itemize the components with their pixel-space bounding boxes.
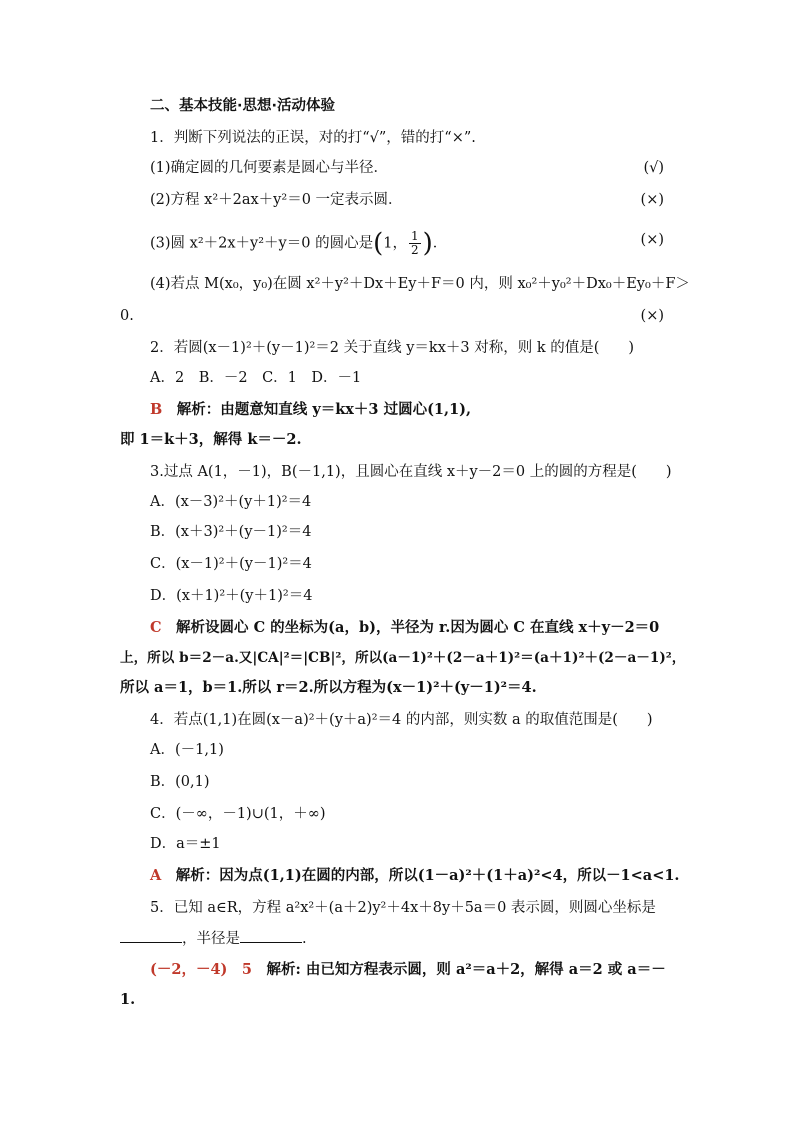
q2-analysis xyxy=(150,400,471,420)
q1-stem: 1．判断下列说法的正误，对的打“√”，错的打“×”. xyxy=(150,130,476,146)
q4-option-c: C．(－∞，－1)∪(1，＋∞) xyxy=(150,806,326,822)
q5-stem: 5．已知 a∈R，方程 a²x²＋(a＋2)y²＋4x＋8y＋5a＝0 表示圆，则圆心坐标是 xyxy=(150,900,656,916)
radius-blank xyxy=(240,928,302,943)
q4-option-d: D．a＝±1 xyxy=(150,836,221,852)
q1-item-1-mark: (√) xyxy=(643,160,664,176)
q1-item-4-cont: 0. xyxy=(120,308,134,324)
q5-stem-line2 xyxy=(120,928,307,949)
fraction-numerator: 1 xyxy=(410,229,419,243)
q5-analysis xyxy=(150,960,666,980)
q5-analysis-text: 解析: 由已知方程表示圆，则 a²＝a＋2，解得 a＝2 或 a＝－ xyxy=(252,961,666,978)
q4-answer-letter: A xyxy=(150,867,162,884)
q1-item-3-mark: (×) xyxy=(640,232,664,248)
q3-stem: 3.过点 A(1，－1)，B(－1,1)，且圆心在直线 x＋y－2＝0 上的圆的方程是( ) xyxy=(150,464,672,480)
q3-analysis-text: 解析设圆心 C 的坐标为(a，b)，半径为 r.因为圆心 C 在直线 x＋y－2＝0 xyxy=(161,619,660,636)
q2-analysis-text: 解析：由题意知直线 y＝kx＋3 过圆心(1,1), xyxy=(162,401,472,418)
q1-item-1: (1)确定圆的几何要素是圆心与半径． xyxy=(150,160,389,176)
q3-analysis-line2: 上，所以 b＝2－a.又|CA|²＝|CB|²，所以(a－1)²＋(2－a＋1)²＝(a＋1)²＋(2－a－1)²， xyxy=(120,650,686,666)
q1-item-3-point-x: 1， xyxy=(383,235,407,252)
q2-options: A．2 B．－2 C．1 D．－1 xyxy=(150,370,362,386)
q1-item-4: (4)若点 M(x₀，y₀)在圆 x²＋y²＋Dx＋Ey＋F＝0 内，则 x₀²＋y₀²＋Dx₀＋Ey₀＋F＞ xyxy=(150,276,690,292)
q4-analysis-text: 解析：因为点(1,1)在圆的内部，所以(1－a)²＋(1＋a)²<4，所以－1<a<1. xyxy=(161,867,680,884)
q2-stem: 2．若圆(x－1)²＋(y－1)²＝2 关于直线 y＝kx＋3 对称，则 k 的值是( ) xyxy=(150,340,635,356)
close-paren: ) xyxy=(422,228,433,259)
q1-item-4-mark: (×) xyxy=(640,308,664,324)
q5-answer-gap xyxy=(227,961,242,978)
q2-answer-letter: B xyxy=(150,401,163,418)
q3-option-d: D．(x＋1)²＋(y＋1)²＝4 xyxy=(150,588,313,604)
q5-answer-center: (－2，－4) xyxy=(150,961,228,978)
fraction xyxy=(409,230,421,257)
q3-option-b: B．(x＋3)²＋(y－1)²＝4 xyxy=(150,524,312,540)
q5-analysis-line2: 1. xyxy=(120,991,136,1008)
section-heading: 二、基本技能·思想·活动体验 xyxy=(150,98,336,114)
q1-item-2: (2)方程 x²＋2ax＋y²＝0 一定表示圆． xyxy=(150,192,403,208)
q5-radius-prompt: ，半径是 xyxy=(182,931,240,947)
q4-option-b: B．(0,1) xyxy=(150,774,210,790)
q1-item-3 xyxy=(150,230,447,257)
q3-answer-letter: C xyxy=(150,619,162,636)
q5-stem-end: . xyxy=(302,931,307,947)
center-blank xyxy=(120,928,182,943)
q3-analysis-line3: 所以 a＝1，b＝1.所以 r＝2.所以方程为(x－1)²＋(y－1)²＝4. xyxy=(120,679,537,696)
q5-answer-radius: 5 xyxy=(241,961,252,978)
q3-analysis xyxy=(150,618,659,638)
open-paren: ( xyxy=(373,228,384,259)
fraction-denominator: 2 xyxy=(410,243,419,257)
q1-item-2-mark: (×) xyxy=(640,192,664,208)
q1-item-3-text: (3)圆 x²＋2x＋y²＋y＝0 的圆心是 xyxy=(150,235,374,252)
q4-stem: 4．若点(1,1)在圆(x－a)²＋(y＋a)²＝4 的内部，则实数 a 的取值范围是( ) xyxy=(150,712,653,728)
q4-option-a: A．(－1,1) xyxy=(150,742,224,758)
q4-analysis xyxy=(150,866,679,886)
q1-item-3-end: ． xyxy=(432,235,448,252)
q3-option-c: C．(x－1)²＋(y－1)²＝4 xyxy=(150,556,312,572)
q2-analysis-line2: 即 1＝k＋3，解得 k＝－2. xyxy=(120,431,302,448)
q3-option-a: A．(x－3)²＋(y＋1)²＝4 xyxy=(150,494,312,510)
